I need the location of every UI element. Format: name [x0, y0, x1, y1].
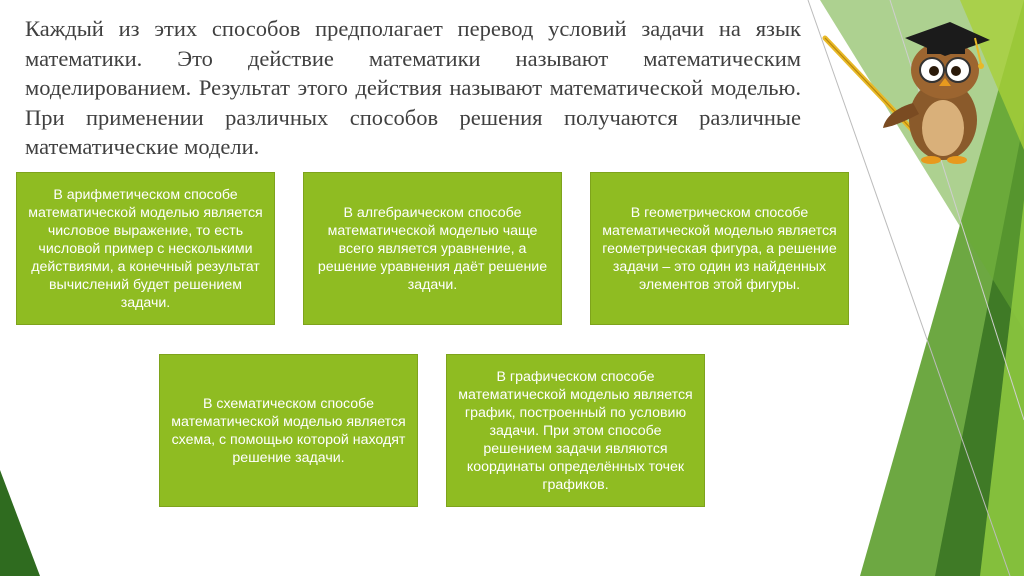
arithmetic-method-text: В арифметическом способе математической моделью является числовое выражение, то есть числовой пример с несколькими действиями, а конечный результат вычислений будет решением задачи. — [28, 186, 263, 311]
algebraic-method-box — [303, 172, 562, 325]
geometric-method-box — [590, 172, 849, 325]
geometric-method-text: В геометрическом способе математической моделью является геометрическая фигура, а решение задачи – это один из найденных элементов этой фигуры. — [602, 204, 837, 293]
arithmetic-method-box — [16, 172, 275, 325]
algebraic-method-text: В алгебраическом способе математической моделью чаще всего является уравнение, а решение уравнения даёт решение задачи. — [317, 204, 548, 293]
schematic-method-text: В схематическом способе математической моделью является схема, с помощью которой находят решение задачи. — [171, 395, 406, 466]
graphic-method-text: В графическом способе математической моделью является график, построенный по условию задачи. При этом способе решением задачи являются координаты определённых точек графиков. — [458, 368, 693, 493]
owl-teacher-icon — [815, 8, 1000, 168]
graphic-method-box — [446, 354, 705, 507]
intro-paragraph: Каждый из этих способов предполагает перевод условий задачи на язык математики. Это действие математики называют математическим моделированием. Результат этого действия называют математической моделью. При применении различных способов решения получаются различные математические модели. — [25, 16, 801, 159]
schematic-method-box — [159, 354, 418, 507]
